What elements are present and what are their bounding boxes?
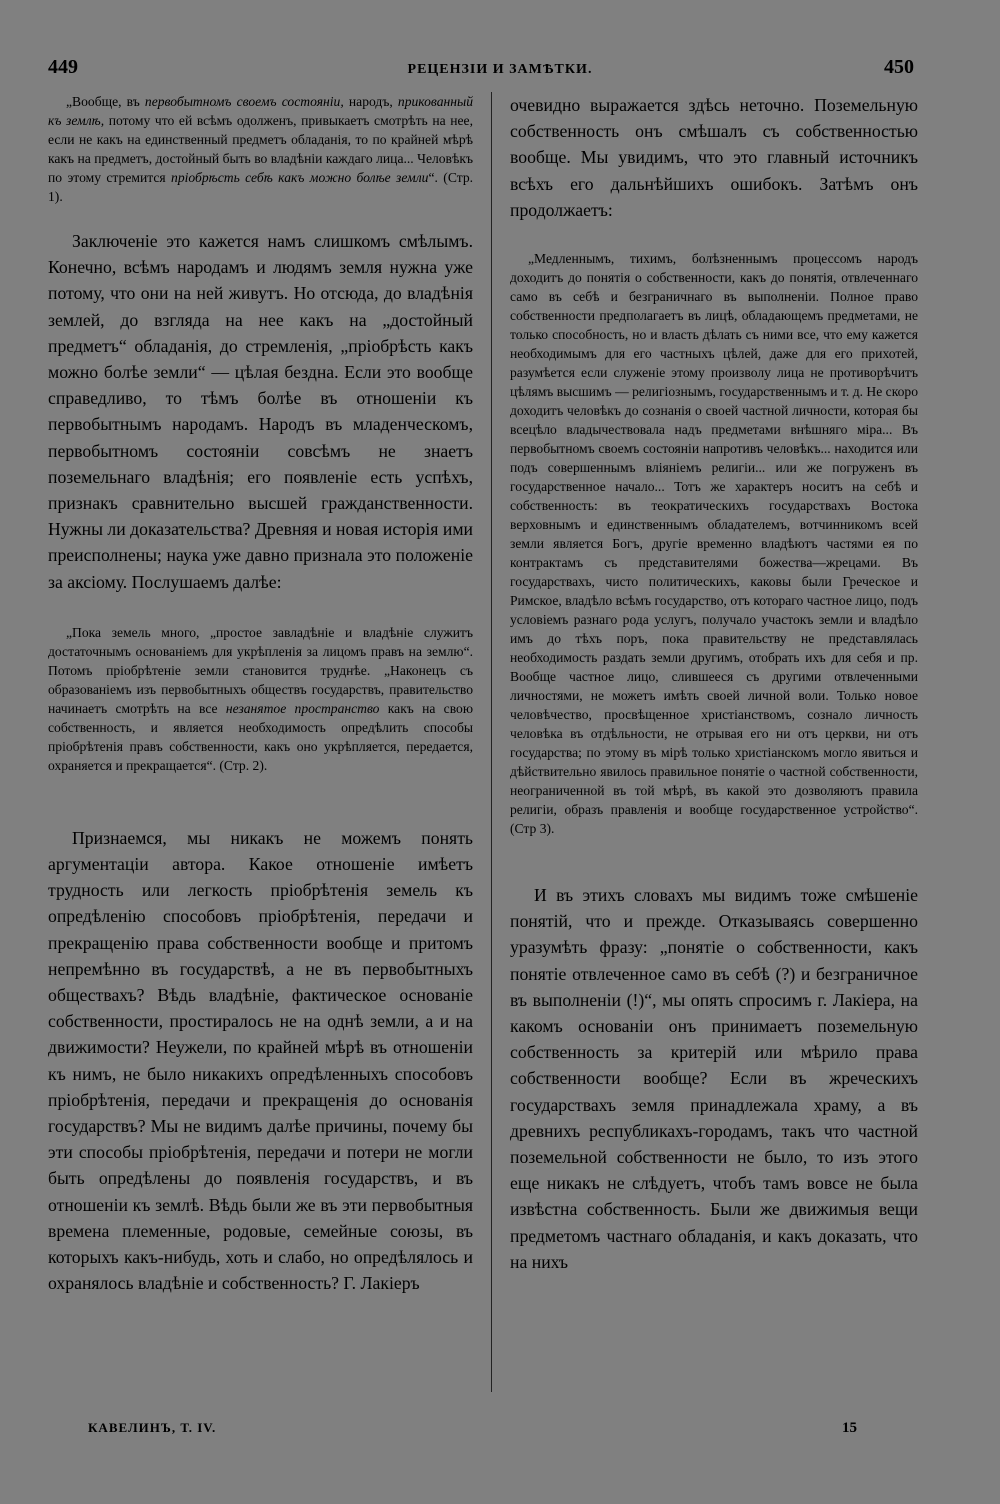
footer-signature: КАВЕЛИНЪ, Т. IV. (88, 1420, 217, 1435)
left-column (48, 92, 473, 1297)
paragraph-continued: очевидно выражается здѣсь неточно. Поземельную собственность онъ смѣшалъ съ собственностью вообще. Мы увидимъ, что это главный источникъ всѣхъ его дальнѣйшихъ ошибокъ. Затѣмъ онъ продолжаетъ: (510, 95, 918, 220)
quote-italic: первобытномъ своемъ состояніи, (144, 94, 344, 109)
paragraph-2: Признаемся, мы никакъ не можемъ понять аргументаціи автора. Какое отношеніе имѣетъ трудность или легкость пріобрѣтенія земель къ опредѣленію способовъ пріобрѣтенія, передачи и прекращенію права собственности вообще и притомъ непремѣнно въ государствѣ, а не въ первобытныхъ обществахъ? Вѣдь владѣніе, фактическое основаніе собственности, простиралось не на однѣ земли, а и на движимости? Неужели, по крайней мѣрѣ въ отношеніи къ нимъ, не было никакихъ опредѣленныхъ способовъ пріобрѣтенія, передачи и прекращенія до основанія государствъ? Мы не видимъ далѣе причины, почему бы эти способы пріобрѣтенія, передачи и потери не могли быть опредѣлены до появленія государствъ, и въ отношеніи къ землѣ. Вѣдь были же въ эти первобытныя времена племенные, родовые, семейные союзы, въ которыхъ какъ-нибудь, хоть и слабо, но опредѣлялось и охранялось владѣніе и собственность? Г. Лакіеръ (48, 827, 473, 1294)
quote-text: потому что ей всѣмъ одолженъ, привыкаетъ смотрѣть на нее, если не какъ на единственный предметъ обладанія, то по крайней мѣрѣ какъ на предметъ, достойный быть во владѣніи каждаго лица... Человѣкъ по этому стремится (48, 113, 473, 185)
quote-1 (48, 92, 473, 206)
right-column (510, 92, 918, 1275)
quote-text: “. (Стр. 1). (48, 170, 474, 204)
quote-italic: незанятое пространство (225, 700, 380, 716)
quote-text: народъ, (343, 94, 398, 109)
quote-3: „Медленнымъ, тихимъ, болѣзненнымъ процессомъ народъ доходитъ до понятія о собственности, какъ до понятія, отвлеченнаго само въ себѣ и безграничнаго въ выполненіи. Полное право собственности предполагаетъ въ лицѣ, обладающемъ предметами, не только способность, но и власть дѣлать съ ними все, что ему кажется необходимымъ для его частныхъ цѣлей, даже для его прихотей, разумѣется если служеніе этому произволу лица не противорѣчитъ цѣлямъ высшимъ — религіознымъ, государственнымъ и т. д. Не скоро доходитъ человѣкъ до сознанія о своей частной личности, которая бы всецѣло владычествовала надъ предметами внѣшняго міра... Въ первобытномъ своемъ состояніи напротивъ человѣкъ... находится или подъ совершеннымъ вліяніемъ религіи... или же погруженъ въ государственное начало... Тотъ же характеръ носитъ на себѣ и собственность: въ теократическихъ государствахъ Востока верховнымъ и единственнымъ обладателемъ, вотчинникомъ всей земли является Богъ, другіе временно владѣютъ частями ея по контрактамъ съ представителями божества—жрецами. Въ государствахъ, чисто политическихъ, каковы были Греческое и Римское, владѣло всѣмъ государство, отъ котораго частное лицо, подъ условіемъ разнаго рода услугъ, получало участокъ земли и владѣло имъ до тѣхъ поръ, пока правительству не представлялась необходимость раздать земли другимъ, отобрать ихъ для себя и пр. Вообще частное лицо, слившееся съ другими отвлеченными личностями, не можетъ имѣть своей личной воли. Только новое человѣчество, просвѣщенное христіанствомъ, сознало личность человѣка въ отдѣльности, не отрывая его ни отъ церкви, ни отъ государства; по этому въ мірѣ только христіанскомъ могло явиться и дѣйствительно явилось правильное понятіе о частной собственности, неограниченной въ той мѣрѣ, въ какой это дозволяютъ правила религіи, образъ правленія и вообще государственное устройство“. (Стр 3). (510, 251, 918, 837)
column-divider (491, 92, 492, 1392)
quote-text: „Вообще, въ (66, 94, 145, 109)
footer-sheet-number: 15 (842, 1420, 857, 1436)
running-title: РЕЦЕНЗІИ И ЗАМѢТКИ. (407, 62, 593, 77)
quote-italic: пріобрѣсть себѣ какъ можно болѣе земли (171, 170, 429, 185)
paragraph-3: И въ этихъ словахъ мы видимъ тоже смѣшеніе понятій, что и прежде. Отказываясь совершенно уразумѣть фразу: „понятіе о собственности, какъ понятіе отвлеченное само въ себѣ (?) и безграничное въ выполненіи (!)“, мы опять спросимъ г. Лакіера, на какомъ основаніи онъ принимаетъ поземельную собственность за критерій или мѣрило права собственности вообще? Если въ жреческихъ государствахъ земля принадлежала храму, а въ древнихъ республикахъ-городамъ, такъ что частной поземельной собственности не было, то изъ этого еще никакъ не слѣдуетъ, чтобъ тамъ вовсе не была извѣстна собственность. Были же движимыя вещи предметомъ частнаго обладанія, и какъ доказать, что на нихъ (510, 885, 918, 1272)
page-number-right: 450 (884, 56, 914, 78)
page-number-left: 449 (48, 56, 78, 78)
paragraph-1: Заключеніе это кажется намъ слишкомъ смѣлымъ. Конечно, всѣмъ народамъ и людямъ земля нужна уже потому, что они на ней живутъ. Но отсюда, до владѣнія землей, до взгляда на нее какъ на „достойный предметъ“ обладанія, до стремленія, „пріобрѣсть какъ можно болѣе земли“ — цѣлая бездна. Если это вообще справедливо, то тѣмъ болѣе въ отношеніи къ первобытнымъ народамъ. Народъ въ младенческомъ, первобытномъ состояніи совсѣмъ не знаетъ поземельнаго владѣнія; его появленіе есть успѣхъ, признакъ сравнительно высшей гражданственности. Нужны ли доказательства? Древняя и новая исторія ими преисполнены; наука уже давно признала это положеніе за аксіому. Послушаемъ далѣе: (48, 231, 473, 592)
quote-text: „Пока земель много, „простое завладѣніе и владѣніе служитъ достаточнымъ основаніемъ для укрѣпленія за лицомъ правъ на землю“. Потомъ пріобрѣтеніе земли становится труднѣе. „Наконецъ съ образованіемъ изъ первобытныхъ обществъ государствъ, правительство начинаетъ смотрѣть на все (48, 624, 473, 716)
quote-text: какъ на свою собственность, и является необходимость опредѣлить способы пріобрѣтенія правъ собственности, какъ оно укрѣпляется, передается, охраняется и прекращается“. (Стр. 2). (48, 700, 473, 773)
quote-2 (48, 623, 473, 775)
quote-italic: прикованный къ землѣ, (48, 94, 474, 128)
